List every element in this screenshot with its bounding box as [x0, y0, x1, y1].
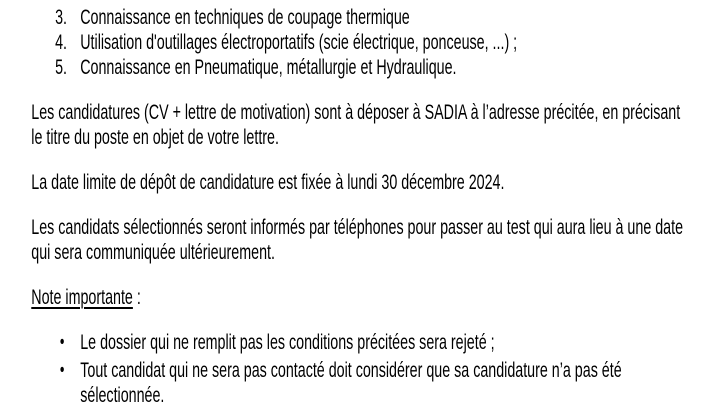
- list-item-number: 4.: [55, 31, 67, 54]
- bullet-list: [31, 330, 690, 408]
- paragraph-deadline: La date limite de dépôt de candidature est fixée à lundi 30 décembre 2024.: [31, 171, 505, 194]
- bullet-item: [31, 330, 690, 355]
- list-item-number: 5.: [55, 56, 67, 79]
- bullet-icon: •: [59, 332, 65, 353]
- numbered-list-item-5: [31, 55, 690, 80]
- note-heading: [31, 285, 690, 310]
- list-item-text: Connaissance en Pneumatique, métallurgie et Hydraulique.: [80, 56, 457, 79]
- paragraph-candidatures: Les candidatures (CV + lettre de motivation) sont à déposer à SADIA à l’adresse précitée, en précisant le titre du poste en objet de votre lettre.: [31, 101, 681, 149]
- bullet-item-text: Tout candidat qui ne sera pas contacté doit considérer que sa candidature n’a pas été sélectionnée.: [80, 359, 622, 407]
- list-item-number: 3.: [55, 6, 67, 29]
- bullet-item: [31, 358, 690, 408]
- numbered-list: [31, 5, 690, 80]
- list-item-text: Connaissance en techniques de coupage thermique: [80, 6, 410, 29]
- numbered-list-item-3: [31, 5, 690, 30]
- list-item-text: Utilisation d'outillages électroportatifs (scie électrique, ponceuse, ...) ;: [80, 31, 518, 54]
- paragraph-selection-process: Les candidats sélectionnés seront informés par téléphones pour passer au test qui aura lieu à une date qui sera communiquée ultérieurement.: [31, 216, 684, 264]
- note-heading-colon: :: [132, 286, 141, 309]
- note-heading-text: Note importante: [31, 286, 133, 309]
- bullet-icon: •: [59, 360, 65, 381]
- bullet-item-text: Le dossier qui ne remplit pas les conditions précitées sera rejeté ;: [80, 331, 495, 354]
- numbered-list-item-4: [31, 30, 690, 55]
